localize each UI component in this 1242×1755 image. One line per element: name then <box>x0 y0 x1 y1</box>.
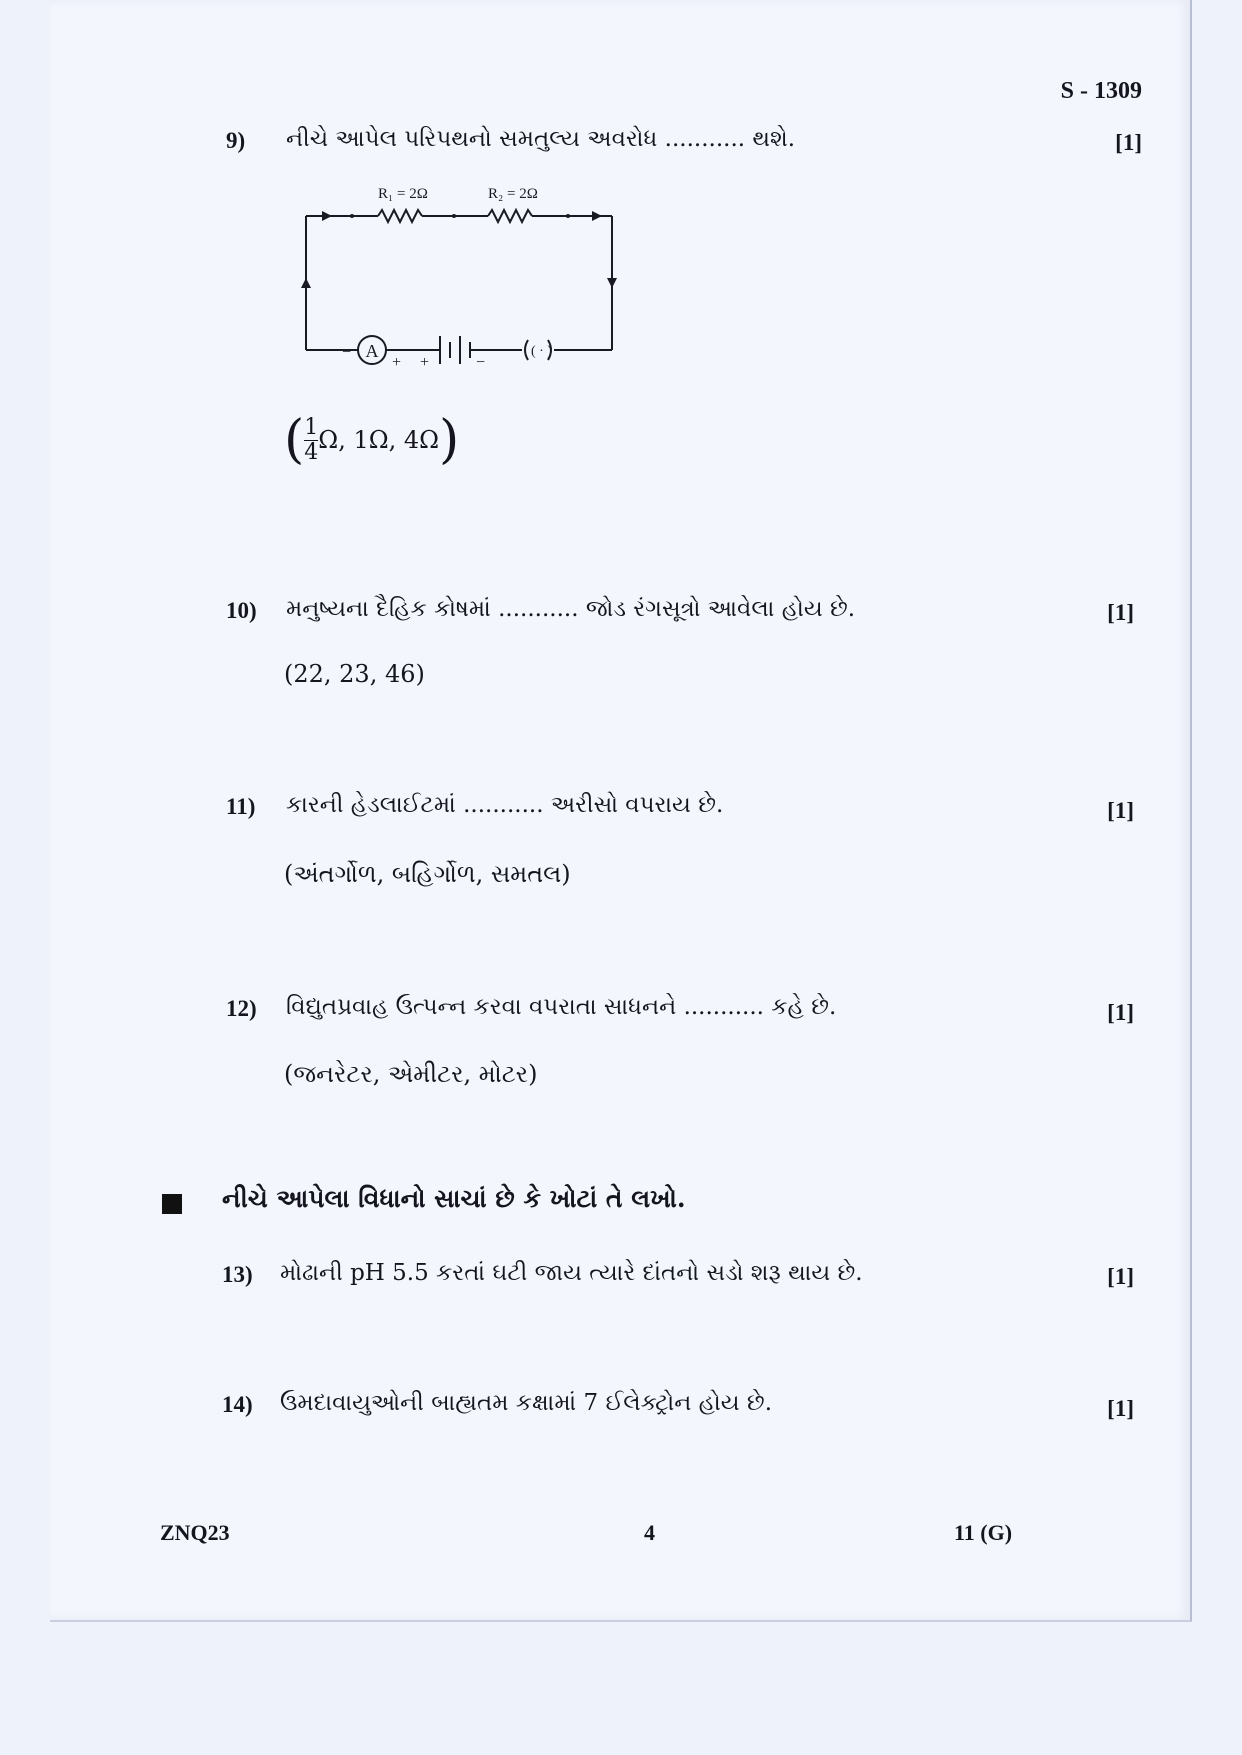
circuit-diagram <box>290 170 630 370</box>
fraction-denominator: 4 <box>304 439 319 465</box>
resistor-r2 <box>488 210 532 222</box>
question-11-text: કારની હેડલાઈટમાં ........... અરીસો વપરાય છે. <box>286 792 724 818</box>
ammeter-label: A <box>365 341 379 361</box>
question-9-number: 9) <box>226 128 246 153</box>
footer-paper-code: ZNQ23 <box>160 1520 230 1545</box>
question-13-number: 13) <box>222 1262 253 1287</box>
question-10-number: 10) <box>226 598 257 623</box>
question-10-options: (22, 23, 46) <box>284 660 425 688</box>
fraction <box>304 416 318 463</box>
question-14-text: ઉમદાવાયુઓની બાહ્યતમ કક્ષામાં 7 ઈલેક્ટ્રોન હોય છે. <box>280 1390 773 1416</box>
ammeter-minus: − <box>342 344 352 361</box>
question-13-marks: [1] <box>1107 1264 1134 1289</box>
question-13-text: મોઢાની pH 5.5 કરતાં ઘટી જાય ત્યારે દાંતનો સડો શરૂ થાય છે. <box>280 1260 863 1286</box>
question-11-number: 11) <box>226 794 256 819</box>
question-12-options: (જનરેટર, એમીટર, મોટર) <box>284 1060 538 1088</box>
fraction-numerator: 1 <box>304 415 319 441</box>
footer-subject-code: 11 (G) <box>954 1520 1013 1545</box>
ammeter-plus: + <box>392 354 402 370</box>
question-14-marks: [1] <box>1107 1396 1134 1421</box>
plug-key <box>525 340 528 360</box>
question-9-marks: [1] <box>1115 130 1142 155</box>
question-9-options: ($\frac{1}{4}$ Ω, 1Ω, 4Ω) <box>284 410 460 470</box>
r2-label: R₂ = 2Ω <box>488 186 538 202</box>
question-9-options-rest: Ω, 1Ω, 4Ω <box>318 426 440 454</box>
key-label: ( · ) <box>531 344 552 359</box>
r1-label: R₁ = 2Ω <box>378 186 428 202</box>
question-10-marks: [1] <box>1107 600 1134 625</box>
question-14-number: 14) <box>222 1392 253 1417</box>
question-11-marks: [1] <box>1107 798 1134 823</box>
battery-minus: − <box>476 354 486 370</box>
footer-page-number: 4 <box>644 1520 655 1545</box>
battery-plus: + <box>420 354 430 370</box>
question-10-text: મનુષ્યના દૈહિક કોષમાં ........... જોડ રંગસૂત્રો આવેલા હોય છે. <box>286 596 856 622</box>
question-11-options: (અંતર્ગોળ, બહિર્ગોળ, સમતલ) <box>284 860 571 888</box>
resistor-r1 <box>378 210 422 222</box>
question-12-number: 12) <box>226 996 257 1021</box>
section-title: નીચે આપેલા વિધાનો સાચાં છે કે ખોટાં તે લખો. <box>222 1184 686 1213</box>
question-12-marks: [1] <box>1107 1000 1134 1025</box>
paper-code: S - 1309 <box>1060 78 1142 104</box>
question-12-text: વિદ્યુતપ્રવાહ ઉત્પન્ન કરવા વપરાતા સાધનને ........... કહે છે. <box>286 994 837 1020</box>
question-9-text: નીચે આપેલ પરિપથનો સમતુલ્ય અવરોધ ........... થશે. <box>286 126 796 152</box>
section-bullet <box>162 1194 182 1214</box>
